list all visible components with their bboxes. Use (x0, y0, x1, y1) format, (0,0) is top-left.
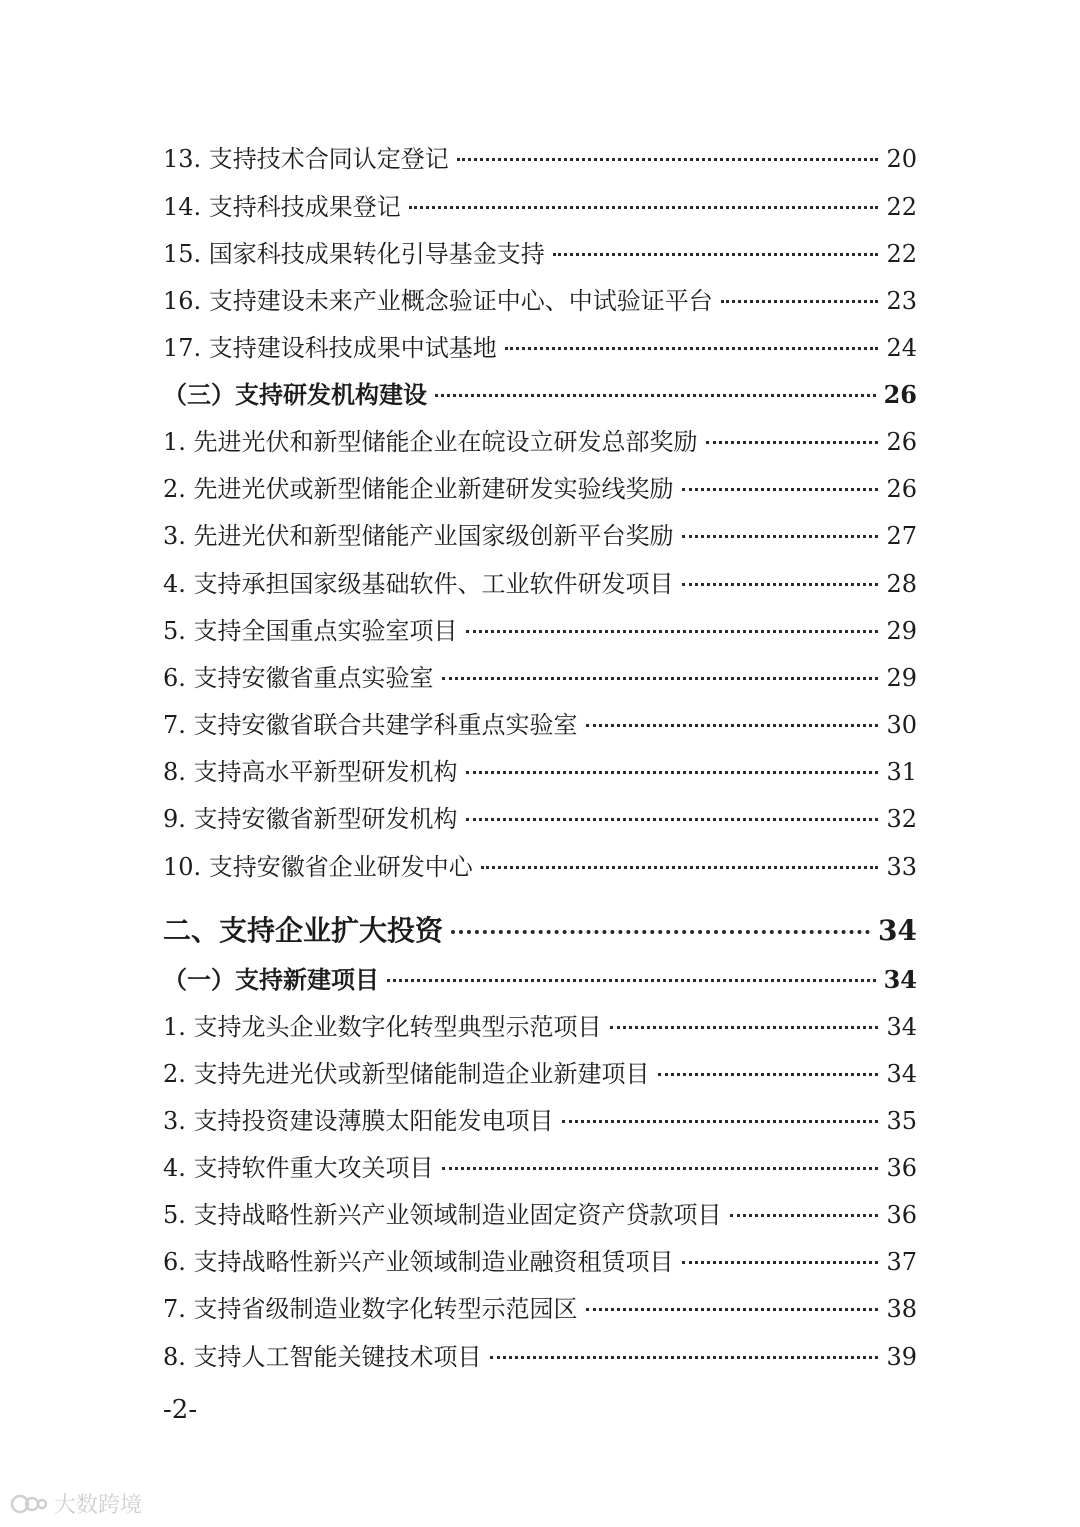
toc-page-number: 34 (886, 1060, 917, 1088)
toc-title: 13. 支持技术合同认定登记 (163, 145, 449, 173)
toc-title: 8. 支持人工智能关键技术项目 (163, 1343, 482, 1371)
dot-leader (387, 979, 876, 982)
toc-page-number: 29 (886, 664, 917, 692)
toc-page-number: 26 (886, 475, 917, 503)
watermark-text: 大数跨境 (54, 1493, 143, 1518)
toc-page-number: 20 (886, 145, 917, 173)
toc-item (163, 1010, 917, 1044)
toc-title: 二、支持企业扩大投资 (163, 914, 444, 947)
toc-item (163, 850, 917, 884)
dot-leader (442, 677, 879, 680)
dot-leader (586, 1308, 879, 1311)
toc-page-number: 24 (886, 334, 917, 362)
toc-title: 1. 支持龙头企业数字化转型典型示范项目 (163, 1013, 602, 1041)
dot-leader (586, 724, 879, 727)
toc-title: 3. 支持投资建设薄膜太阳能发电项目 (163, 1107, 554, 1135)
toc-page-number: 33 (886, 853, 917, 881)
toc-chapter (163, 912, 917, 950)
dot-leader (466, 818, 879, 821)
toc-title: 2. 先进光伏或新型储能企业新建研发实验线奖励 (163, 475, 674, 503)
toc-page-number: 39 (886, 1343, 917, 1371)
dot-leader (682, 1261, 879, 1264)
toc-item (163, 567, 917, 601)
toc-item (163, 284, 917, 318)
toc-item (163, 1151, 917, 1185)
dot-leader (721, 300, 879, 303)
dot-leader (730, 1214, 879, 1217)
dot-leader (562, 1120, 879, 1123)
toc-title: 17. 支持建设科技成果中试基地 (163, 334, 497, 362)
toc-title: （一）支持新建项目 (163, 965, 379, 994)
toc-page-number: 29 (886, 617, 917, 645)
toc-page-number: 38 (886, 1295, 917, 1323)
toc-page-number: 30 (886, 711, 917, 739)
dot-leader (658, 1073, 879, 1076)
toc-title: 4. 支持软件重大攻关项目 (163, 1154, 434, 1182)
toc-page-number: 28 (886, 570, 917, 598)
toc-title: （三）支持研发机构建设 (163, 380, 427, 409)
toc-item (163, 1057, 917, 1091)
brand-logo-icon (10, 1492, 48, 1516)
dot-leader (505, 347, 879, 350)
dot-leader (682, 488, 879, 491)
toc-title: 5. 支持战略性新兴产业领域制造业固定资产贷款项目 (163, 1201, 722, 1229)
toc-item (163, 755, 917, 789)
toc-title: 8. 支持高水平新型研发机构 (163, 758, 458, 786)
dot-leader (409, 206, 879, 209)
toc-section (163, 963, 917, 997)
dot-leader (553, 253, 879, 256)
toc-title: 16. 支持建设未来产业概念验证中心、中试验证平台 (163, 287, 713, 315)
toc-item (163, 1292, 917, 1326)
toc-page-number: 27 (886, 522, 917, 550)
dot-leader (682, 583, 879, 586)
toc-page-number: 26 (883, 380, 917, 409)
dot-leader (466, 630, 879, 633)
toc-title: 5. 支持全国重点实验室项目 (163, 617, 458, 645)
dot-leader (466, 771, 879, 774)
dot-leader (442, 1167, 879, 1170)
dot-leader (457, 158, 879, 161)
dot-leader (610, 1026, 879, 1029)
toc-item (163, 472, 917, 506)
toc-page-number: 26 (886, 428, 917, 456)
toc-item (163, 142, 917, 176)
toc-title: 3. 先进光伏和新型储能产业国家级创新平台奖励 (163, 522, 674, 550)
toc-item (163, 1104, 917, 1138)
toc-item (163, 802, 917, 836)
dot-leader (706, 441, 879, 444)
toc-page-number: 36 (886, 1201, 917, 1229)
toc-item (163, 661, 917, 695)
toc-item (163, 519, 917, 553)
toc-page-number: 31 (886, 758, 917, 786)
toc-title: 10. 支持安徽省企业研发中心 (163, 853, 473, 881)
dot-leader (682, 535, 879, 538)
toc-section (163, 378, 917, 412)
dot-leader (490, 1356, 879, 1359)
toc-item (163, 1340, 917, 1374)
dot-leader (481, 866, 879, 869)
toc-page-number: 22 (886, 193, 917, 221)
toc-page-number: 37 (886, 1248, 917, 1276)
toc-title: 6. 支持战略性新兴产业领域制造业融资租赁项目 (163, 1248, 674, 1276)
toc-item (163, 708, 917, 742)
toc-title: 2. 支持先进光伏或新型储能制造企业新建项目 (163, 1060, 650, 1088)
toc-title: 9. 支持安徽省新型研发机构 (163, 805, 458, 833)
toc-page-number: 35 (886, 1107, 917, 1135)
toc-title: 7. 支持省级制造业数字化转型示范园区 (163, 1295, 578, 1323)
dot-leader (435, 394, 876, 397)
dot-leader (451, 930, 870, 934)
toc-item (163, 614, 917, 648)
toc-item (163, 1198, 917, 1232)
toc-item (163, 237, 917, 271)
toc-page-number: 22 (886, 240, 917, 268)
toc-title: 6. 支持安徽省重点实验室 (163, 664, 434, 692)
toc-page-number: 34 (878, 914, 917, 947)
toc-page-number: 23 (886, 287, 917, 315)
toc-item (163, 331, 917, 365)
watermark (10, 1488, 142, 1519)
toc-page-number: 34 (886, 1013, 917, 1041)
toc-item (163, 190, 917, 224)
toc-page-number: 36 (886, 1154, 917, 1182)
toc-title: 14. 支持科技成果登记 (163, 193, 401, 221)
toc-title: 4. 支持承担国家级基础软件、工业软件研发项目 (163, 570, 674, 598)
toc-title: 15. 国家科技成果转化引导基金支持 (163, 240, 545, 268)
toc-page-number: 34 (883, 965, 917, 994)
toc-page-number: 32 (886, 805, 917, 833)
page-number: -2- (163, 1395, 198, 1425)
toc-item (163, 1245, 917, 1279)
toc-item (163, 425, 917, 459)
toc-title: 1. 先进光伏和新型储能企业在皖设立研发总部奖励 (163, 428, 698, 456)
toc-title: 7. 支持安徽省联合共建学科重点实验室 (163, 711, 578, 739)
